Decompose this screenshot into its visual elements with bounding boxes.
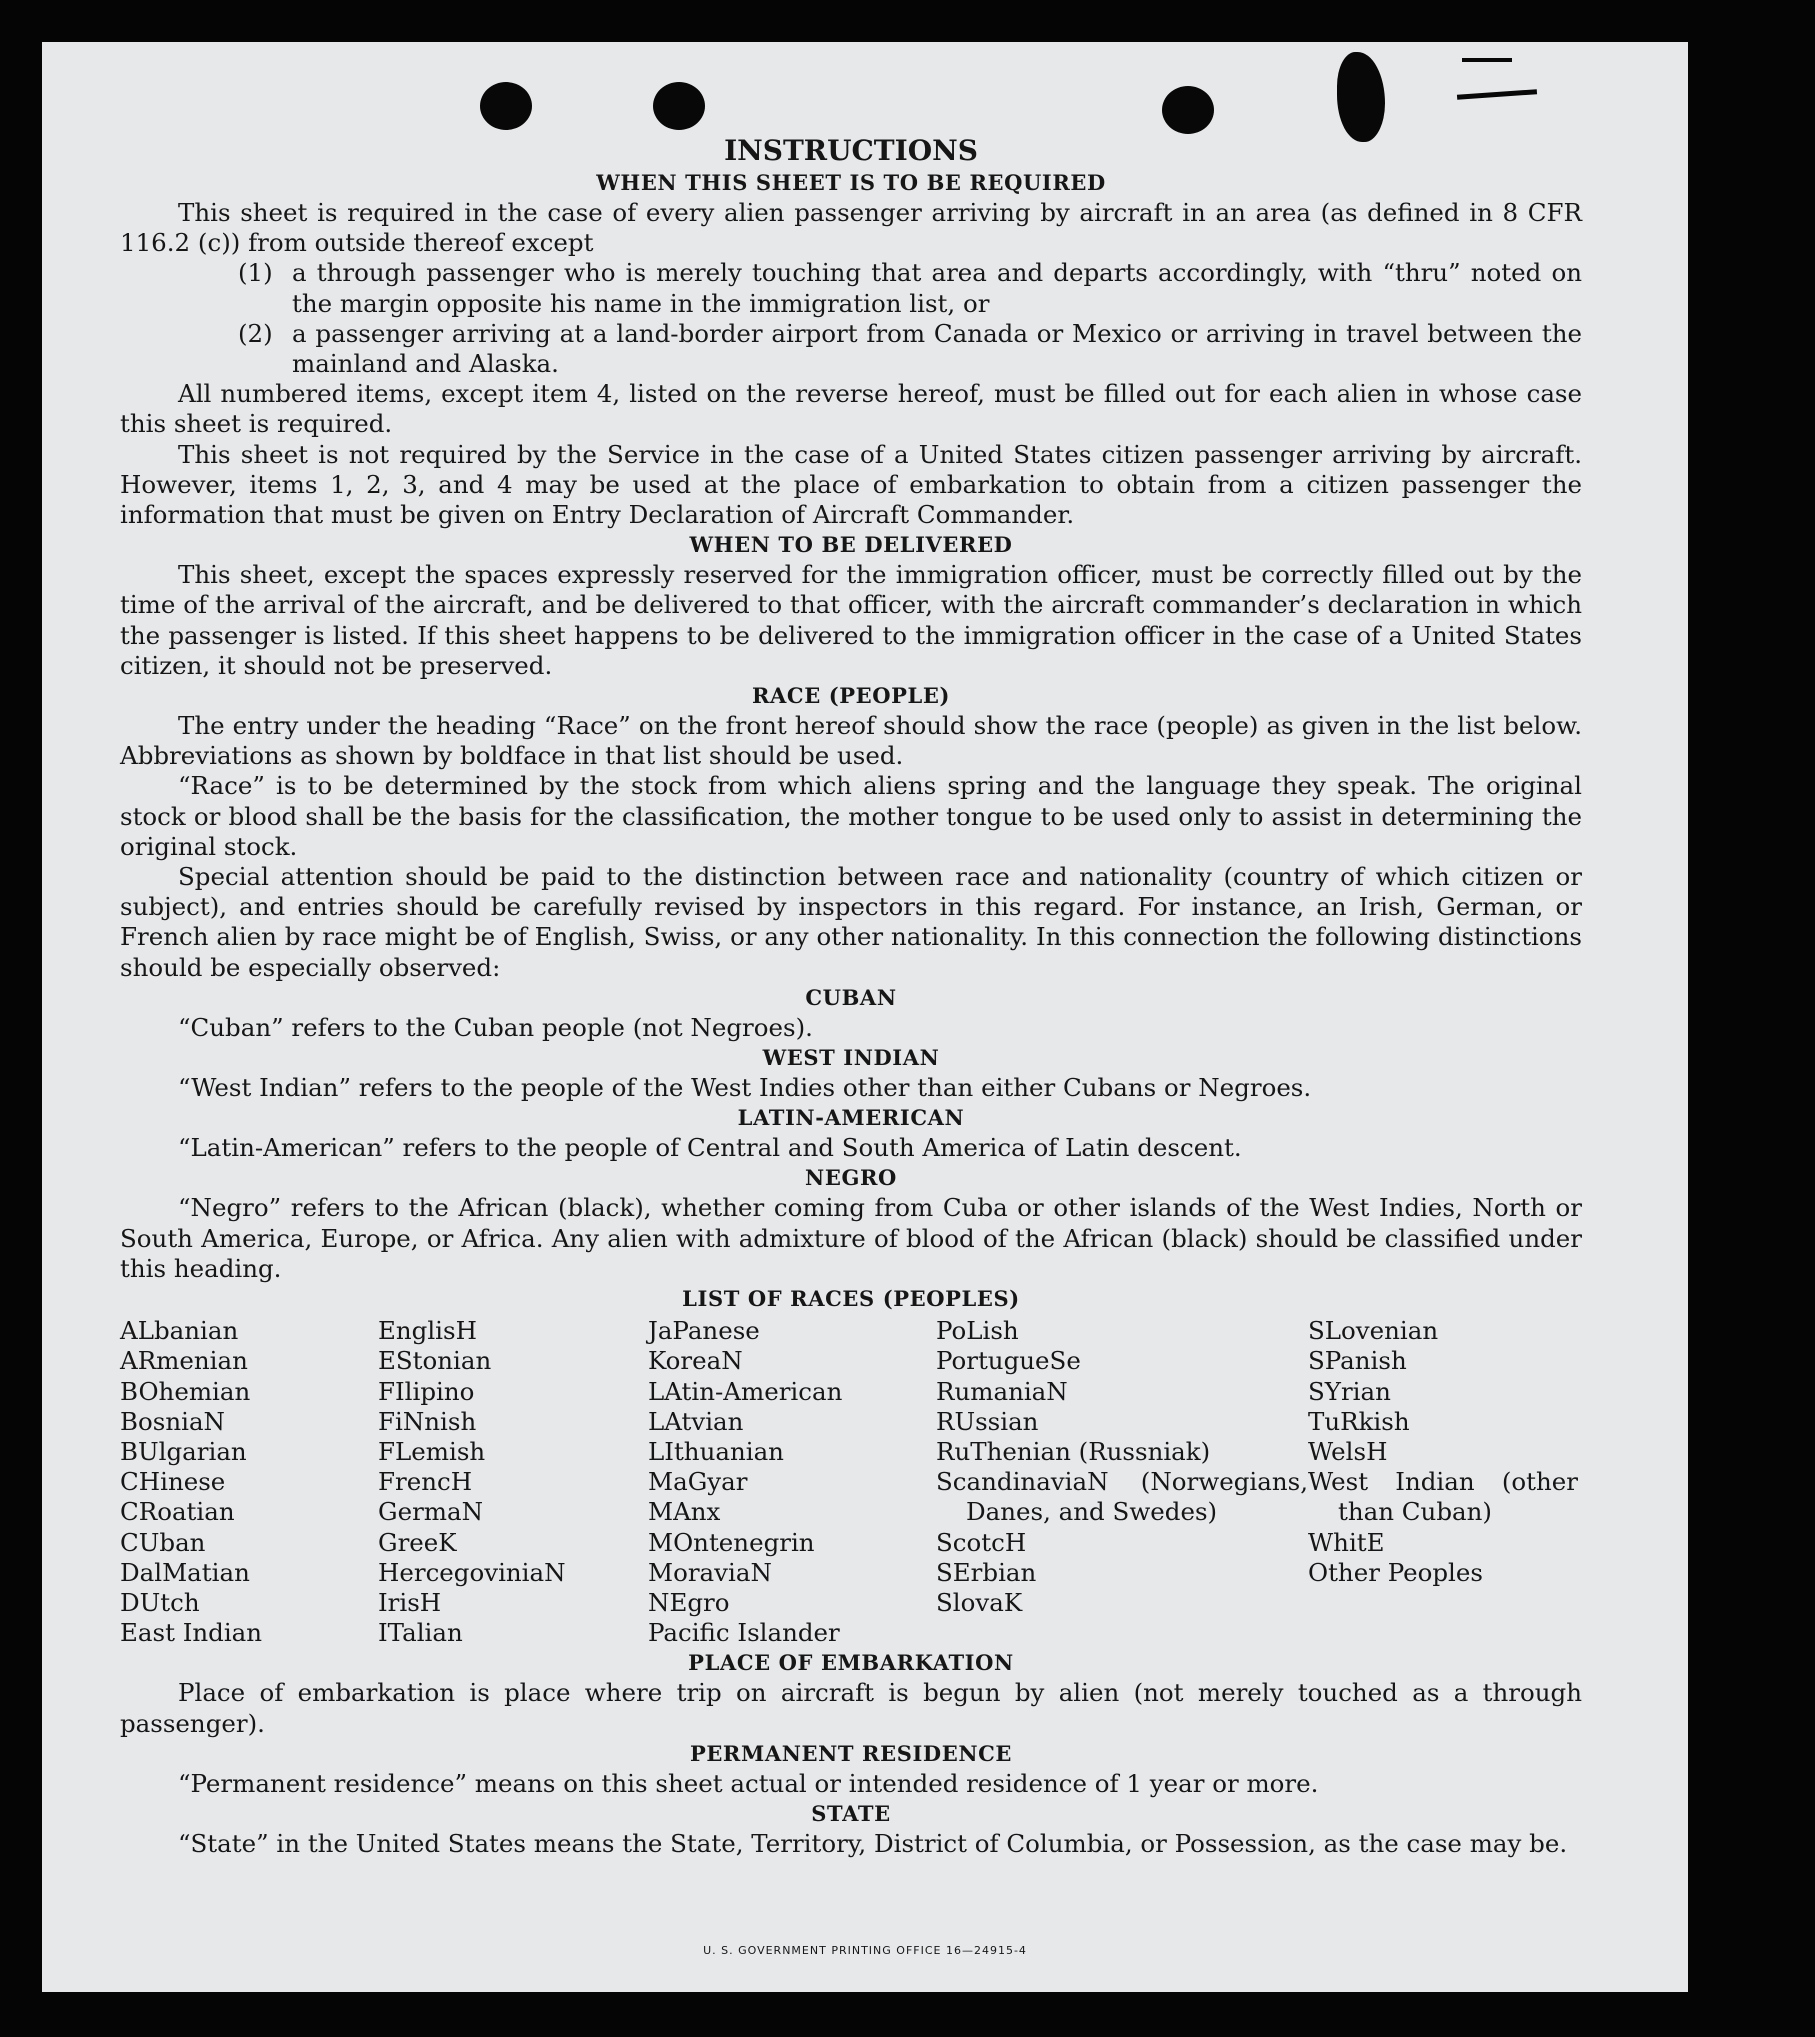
paragraph: “Race” is to be determined by the stock from which aliens spring and the language they speak. The original stock or blood shall be the basis for the classification, the mother tongue to be used only to assist in determining the original stock.	[120, 771, 1582, 861]
section-heading: LATIN-AMERICAN	[737, 1105, 965, 1131]
race-entry: CHinese	[120, 1467, 226, 1497]
ink-mark	[1462, 58, 1512, 62]
document-page	[42, 42, 1688, 1992]
race-entry: ITalian	[378, 1618, 463, 1648]
section-heading: NEGRO	[805, 1165, 897, 1191]
paragraph: “Permanent residence” means on this sheet actual or intended residence of 1 year or more.	[178, 1768, 1319, 1798]
race-entry: EnglisH	[378, 1316, 477, 1346]
race-entry: NEgro	[648, 1587, 730, 1617]
race-column	[378, 1316, 648, 1648]
race-list	[120, 1316, 1582, 1648]
section-heading: WHEN THIS SHEET IS TO BE REQUIRED	[596, 170, 1106, 195]
race-entry: ScandinaviaN (Norwegians, Danes, and Swedes)	[936, 1467, 1308, 1527]
race-column	[120, 1316, 378, 1648]
race-entry: HercegoviniaN	[378, 1557, 566, 1587]
ink-mark	[1457, 89, 1537, 100]
race-entry: WelsH	[1308, 1436, 1388, 1466]
race-entry: FiNnish	[378, 1406, 477, 1436]
race-entry: EStonian	[378, 1346, 492, 1376]
race-entry: MaGyar	[648, 1467, 748, 1497]
race-entry: FIlipino	[378, 1376, 475, 1406]
paragraph: This sheet is not required by the Service in the case of a United States citizen passenger arriving by aircraft. However, items 1, 2, 3, and 4 may be used at the place of embarkation to obtain from a citizen passenger the information that must be given on Entry Declaration of Aircraft Commander.	[120, 439, 1582, 530]
paragraph: This sheet is required in the case of every alien passenger arriving by aircraft in an area (as defined in 8 CFR 116.2 (c)) from outside thereof except	[120, 198, 1582, 258]
punch-hole	[480, 82, 532, 130]
race-entry: SPanish	[1308, 1346, 1407, 1376]
race-entry: GreeK	[378, 1527, 457, 1557]
paragraph: Special attention should be paid to the distinction between race and nationality (country of which citizen or subject), and entries should be carefully revised by inspectors in this regard. For instance, an Irish, German, or French alien by race might be of English, Swiss, or any other nationality. In this connection the following distinctions should be especially observed:	[120, 862, 1582, 982]
race-entry: East Indian	[120, 1618, 263, 1648]
race-entry: Other Peoples	[1308, 1557, 1483, 1587]
race-entry: MOntenegrin	[648, 1527, 815, 1557]
race-entry: LIthuanian	[648, 1436, 784, 1466]
paragraph: “State” in the United States means the State, Territory, District of Columbia, or Possession, as the case may be.	[178, 1828, 1568, 1858]
printer-imprint: U. S. GOVERNMENT PRINTING OFFICE 16—24915-4	[703, 1944, 1027, 1957]
paragraph: “West Indian” refers to the people of the West Indies other than either Cubans or Negroes.	[178, 1073, 1312, 1103]
section-heading: WEST INDIAN	[762, 1045, 940, 1071]
race-entry: MAnx	[648, 1497, 721, 1527]
item-number: (2)	[238, 318, 273, 348]
race-entry: IrisH	[378, 1587, 442, 1617]
race-entry: LAtvian	[648, 1406, 744, 1436]
race-entry: FrencH	[378, 1467, 473, 1497]
instructions-content	[120, 134, 1582, 1859]
race-entry: RUssian	[936, 1406, 1039, 1436]
torn-corner	[1337, 52, 1385, 142]
race-entry: SYrian	[1308, 1376, 1391, 1406]
section-heading: WHEN TO BE DELIVERED	[689, 532, 1013, 558]
race-entry: RuThenian (Russniak)	[936, 1436, 1211, 1466]
list-item	[238, 258, 1582, 318]
race-entry: DUtch	[120, 1587, 200, 1617]
race-entry: GermaN	[378, 1497, 484, 1527]
race-entry: SlovaK	[936, 1587, 1023, 1617]
race-entry: BUlgarian	[120, 1436, 247, 1466]
race-entry: MoraviaN	[648, 1557, 772, 1587]
race-entry: TuRkish	[1308, 1406, 1410, 1436]
paragraph: “Latin-American” refers to the people of Central and South America of Latin descent.	[178, 1133, 1242, 1163]
section-heading: RACE (PEOPLE)	[751, 683, 951, 709]
race-entry: BOhemian	[120, 1376, 251, 1406]
section-heading: PLACE OF EMBARKATION	[688, 1650, 1014, 1676]
race-entry: CUban	[120, 1527, 206, 1557]
item-text: a passenger arriving at a land-border airport from Canada or Mexico or arriving in travel between the mainland and Alaska.	[292, 318, 1582, 379]
list-item	[238, 319, 1582, 379]
race-entry: PortugueSe	[936, 1346, 1081, 1376]
punch-hole	[653, 82, 705, 130]
paragraph: “Cuban” refers to the Cuban people (not Negroes).	[178, 1012, 813, 1042]
item-text: a through passenger who is merely touching that area and departs accordingly, with “thru” noted on the margin opposite his name in the immigration list, or	[292, 258, 1582, 318]
race-entry: LAtin-American	[648, 1376, 843, 1406]
race-entry: RumaniaN	[936, 1376, 1068, 1406]
race-entry: ScotcH	[936, 1527, 1027, 1557]
section-heading: LIST OF RACES (PEOPLES)	[682, 1286, 1020, 1312]
race-entry: SErbian	[936, 1557, 1037, 1587]
race-column	[648, 1316, 936, 1648]
race-entry: DalMatian	[120, 1557, 250, 1587]
race-entry: SLovenian	[1308, 1316, 1439, 1346]
paragraph: Place of embarkation is place where trip on aircraft is begun by alien (not merely touched as a through passenger).	[120, 1678, 1582, 1738]
race-entry: CRoatian	[120, 1497, 235, 1527]
race-entry: Pacific Islander	[648, 1618, 840, 1648]
punch-hole	[1162, 86, 1214, 134]
race-column	[1308, 1316, 1578, 1648]
section-heading: STATE	[811, 1800, 891, 1826]
race-entry: FLemish	[378, 1436, 486, 1466]
race-entry: ARmenian	[120, 1346, 248, 1376]
race-entry: PoLish	[936, 1316, 1019, 1346]
paragraph: This sheet, except the spaces expressly reserved for the immigration officer, must be correctly filled out by the time of the arrival of the aircraft, and be delivered to that officer, with the aircraft commander’s declaration in which the passenger is listed. If this sheet happens to be delivered to the immigration officer in the case of a United States citizen, it should not be preserved.	[120, 560, 1582, 680]
race-entry: KoreaN	[648, 1346, 743, 1376]
race-entry: ALbanian	[120, 1316, 239, 1346]
section-heading: PERMANENT RESIDENCE	[689, 1740, 1013, 1766]
race-entry: JaPanese	[648, 1316, 760, 1346]
page-title: INSTRUCTIONS	[724, 134, 978, 167]
race-entry: West Indian (other than Cuban)	[1308, 1467, 1578, 1527]
race-entry: BosniaN	[120, 1406, 225, 1436]
race-entry: WhitE	[1308, 1527, 1385, 1557]
race-column	[936, 1316, 1308, 1648]
item-number: (1)	[238, 258, 273, 288]
section-heading: CUBAN	[805, 984, 897, 1010]
paragraph: All numbered items, except item 4, listed on the reverse hereof, must be filled out for each alien in whose case this sheet is required.	[120, 379, 1582, 439]
paragraph: The entry under the heading “Race” on the front hereof should show the race (people) as given in the list below. Abbreviations as shown by boldface in that list should be used.	[120, 711, 1582, 771]
paragraph: “Negro” refers to the African (black), whether coming from Cuba or other islands of the West Indies, North or South America, Europe, or Africa. Any alien with admixture of blood of the African (black) should be classified under this heading.	[120, 1193, 1582, 1283]
